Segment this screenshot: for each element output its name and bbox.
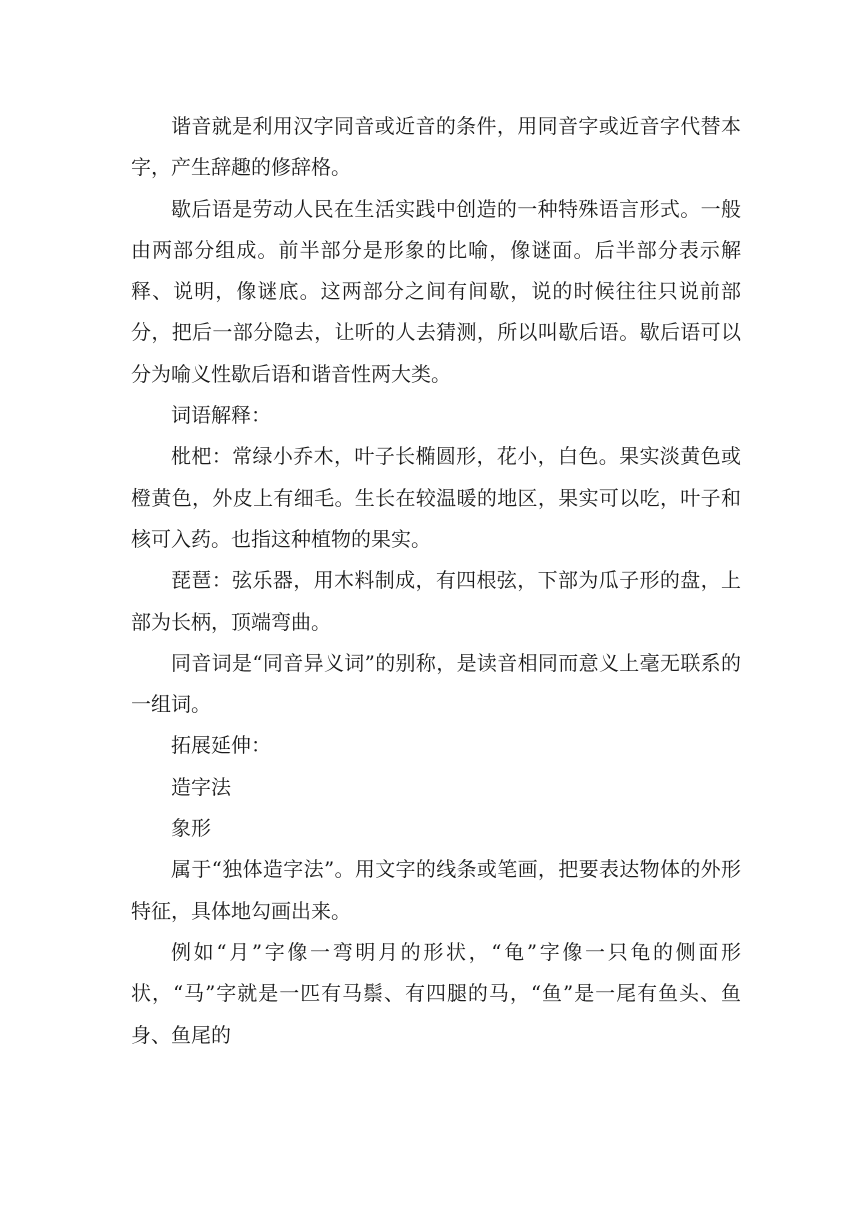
paragraph-homophone-definition: 谐音就是利用汉字同音或近音的条件，用同音字或近音字代替本字，产生辞趣的修辞格。 [131, 114, 741, 180]
paragraph-pipa-fruit: 枇杷：常绿小乔木，叶子长椭圆形，花小，白色。果实淡黄色或橙黄色，外皮上有细毛。生长在较温暖的地区，果实可以吃，叶子和核可入药。也指这种植物的果实。 [131, 444, 741, 551]
heading-character-formation: 造字法 [171, 774, 231, 799]
paragraph-pipa-instrument: 琵琶：弦乐器，用木料制成，有四根弦，下部为瓜子形的盘，上部为长柄，顶端弯曲。 [131, 568, 741, 634]
heading-word-explanation: 词语解释： [171, 403, 271, 428]
paragraph-pictograph-examples: 例如“月”字像一弯明月的形状，“龟”字像一只龟的侧面形状，“马”字就是一匹有马鬃、有四腿的马，“鱼”是一尾有鱼头、鱼身、鱼尾的 [131, 939, 741, 1047]
heading-extension: 拓展延伸： [171, 733, 271, 758]
paragraph-xiehouyu: 歇后语是劳动人民在生活实践中创造的一种特殊语言形式。一般由两部分组成。前半部分是形象的比喻，像谜面。后半部分表示解释、说明，像谜底。这两部分之间有间歇，说的时候往往只说前部分，把后一部分隐去，让听的人去猜测，所以叫歇后语。歇后语可以分为喻义性歇后语和谐音性两大类。 [131, 196, 741, 386]
paragraph-homonym: 同音词是“同音异义词”的别称，是读音相同而意义上毫无联系的一组词。 [131, 650, 741, 717]
heading-pictograph: 象形 [171, 816, 211, 841]
paragraph-pictograph-definition: 属于“独体造字法”。用文字的线条或笔画，把要表达物体的外形特征，具体地勾画出来。 [131, 857, 741, 923]
document-body [131, 106, 741, 1056]
